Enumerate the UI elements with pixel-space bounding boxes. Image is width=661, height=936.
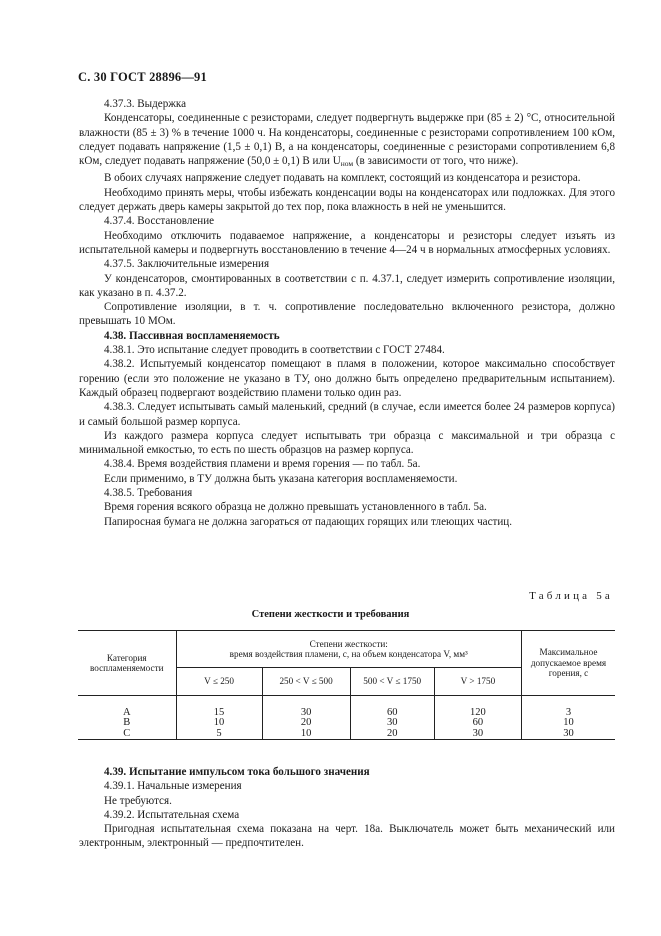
cell-cat: В — [78, 718, 176, 729]
cell-max: 10 — [563, 717, 574, 728]
cell-cat: С — [78, 729, 176, 740]
table-label: Таблица 5а — [529, 590, 613, 602]
cell-v3: 30 — [350, 718, 434, 729]
heading-4-39: 4.39. Испытание импульсом тока большого значения — [104, 766, 370, 778]
para-test-circuit: Пригодная испытательная схема показана на черт. 18а. Выключатель может быть механический или электронным, электронный — предпочтителен. — [79, 823, 615, 850]
heading-4-38: 4.38. Пассивная воспламеняемость — [104, 329, 280, 342]
table-title: Степени жесткости и требования — [251, 609, 410, 620]
para-4-38-1: 4.38.1. Это испытание следует проводить в соответствии с ГОСТ 27484. — [104, 344, 445, 357]
para-4-37-4: 4.37.4. Восстановление — [104, 215, 215, 228]
subheader-v2: 250 < V ≤ 500 — [262, 668, 350, 696]
para-exposure-text: Конденсаторы, соединенные с резисторами, следует подвергнуть выдержке при (85 ± 2) °С, относительной влажности (85 ± 3) % в течение 1000 ч. На конденсаторы, соединенные с резисторами сопротивлением 100 кОм, следует подавать напряжение (1,5 ± 0,1) В, а на конденсаторы, соединенные с резисторами сопротивлением 6,8 кОм, следует подавать напряжение (50,0 ± 0,1) В или U — [79, 112, 615, 168]
para-4-38-4: 4.38.4. Время воздействия пламени и время горения — по табл. 5а. — [104, 458, 421, 471]
header-severity-line2: время воздействия пламени, с, на объем конденсатора V, мм³ — [229, 649, 468, 659]
para-exposure-tail: (в зависимости от того, что ниже). — [353, 155, 519, 168]
cell-v2: 30 — [262, 708, 350, 719]
body-text-top — [79, 97, 615, 529]
para-4-39-1: 4.39.1. Начальные измерения — [104, 780, 242, 793]
cell-v1: 15 — [176, 708, 262, 719]
para-category: Если применимо, в ТУ должна быть указана категория воспламеняемости. — [104, 472, 458, 485]
cell-v4: 60 — [434, 718, 521, 729]
cell-v4: 120 — [434, 708, 521, 719]
cell-v2: 20 — [262, 718, 350, 729]
para-not-required: Не требуются. — [104, 794, 172, 807]
cell-v1: 10 — [176, 718, 262, 729]
cell-v4: 30 — [434, 729, 521, 740]
cell-v1: 5 — [176, 729, 262, 740]
para-condensation: Необходимо принять меры, чтобы избежать конденсации воды на конденсаторах или подложках. Для этого следует держать дверь камеры закрытой до тех пор, пока влажность в ней не уменьшится. — [79, 186, 615, 214]
para-both-cases: В обоих случаях напряжение следует подавать на комплект, состоящий из конденсатора и резистора. — [104, 172, 581, 185]
para-recovery: Необходимо отключить подаваемое напряжение, а конденсаторы и резисторы следует изъять из испытательной камеры и подвергнуть восстановлению в течение 4—24 ч в нормальных атмосферных условиях. — [79, 229, 615, 256]
cell-v3: 20 — [350, 729, 434, 740]
subheader-v4: V > 1750 — [434, 668, 521, 696]
cell-cat: А — [78, 708, 176, 719]
header-category: Категория воспламеняемости — [78, 631, 176, 696]
para-tissue-paper: Папиросная бумага не должна загораться от падающих горящих или тлеющих частиц. — [104, 515, 512, 528]
header-severity-line1: Степени жесткости: — [309, 638, 388, 649]
para-burn-time: Время горения всякого образца не должно превышать установленного в табл. 5а. — [104, 501, 487, 514]
header-max-burn: Максимальное допускаемое время горения, с — [521, 631, 615, 696]
para-insulation: Сопротивление изоляции, в т. ч. сопротивление последовательно включенного резистора, должно превышать 10 МОм. — [79, 301, 615, 328]
table-row — [78, 708, 615, 719]
cell-max: 3 — [565, 706, 572, 718]
para-4-37-5: 4.37.5. Заключительные измерения — [104, 258, 270, 271]
cell-max: 30 — [521, 729, 615, 740]
table-row — [78, 729, 615, 740]
para-4-38-2: 4.38.2. Испытуемый конденсатор помещают в пламя в положении, которое максимально способствует горению (если это положение не указано в ТУ, оно должно быть определено предварительным испытанием). Каждый образец подвергают воздействию пламени только один раз. — [79, 358, 615, 399]
body-text-bottom — [79, 765, 615, 851]
para-final-measure: У конденсаторов, смонтированных в соответствии с п. 4.37.1, следует измерить сопротивление изоляции, как указано в п. 4.37.2. — [79, 272, 615, 299]
subheader-v3: 500 < V ≤ 1750 — [350, 668, 434, 696]
para-4-38-3: 4.38.3. Следует испытывать самый маленький, средний (в случае, если имеется более 24 размеров корпуса) и самый большой размер корпуса. — [79, 401, 615, 428]
subheader-v1: V ≤ 250 — [176, 668, 262, 696]
page-header: С. 30 ГОСТ 28896—91 — [78, 70, 207, 84]
cell-v2: 10 — [262, 729, 350, 740]
subscript-nom: ном — [340, 159, 354, 169]
cell-v3: 60 — [350, 708, 434, 719]
header-severity — [176, 631, 521, 668]
table-row — [78, 718, 615, 729]
para-4-39-2: 4.39.2. Испытательная схема — [104, 808, 240, 821]
severity-table — [78, 630, 615, 740]
para-exposure — [79, 111, 615, 171]
para-4-38-5: 4.38.5. Требования — [104, 487, 193, 500]
para-4-37-3: 4.37.3. Выдержка — [104, 98, 187, 110]
para-samples: Из каждого размера корпуса следует испытывать три образца с максимальной и три образца с минимальной емкостью, то есть по шесть образцов на размер корпуса. — [79, 429, 615, 457]
